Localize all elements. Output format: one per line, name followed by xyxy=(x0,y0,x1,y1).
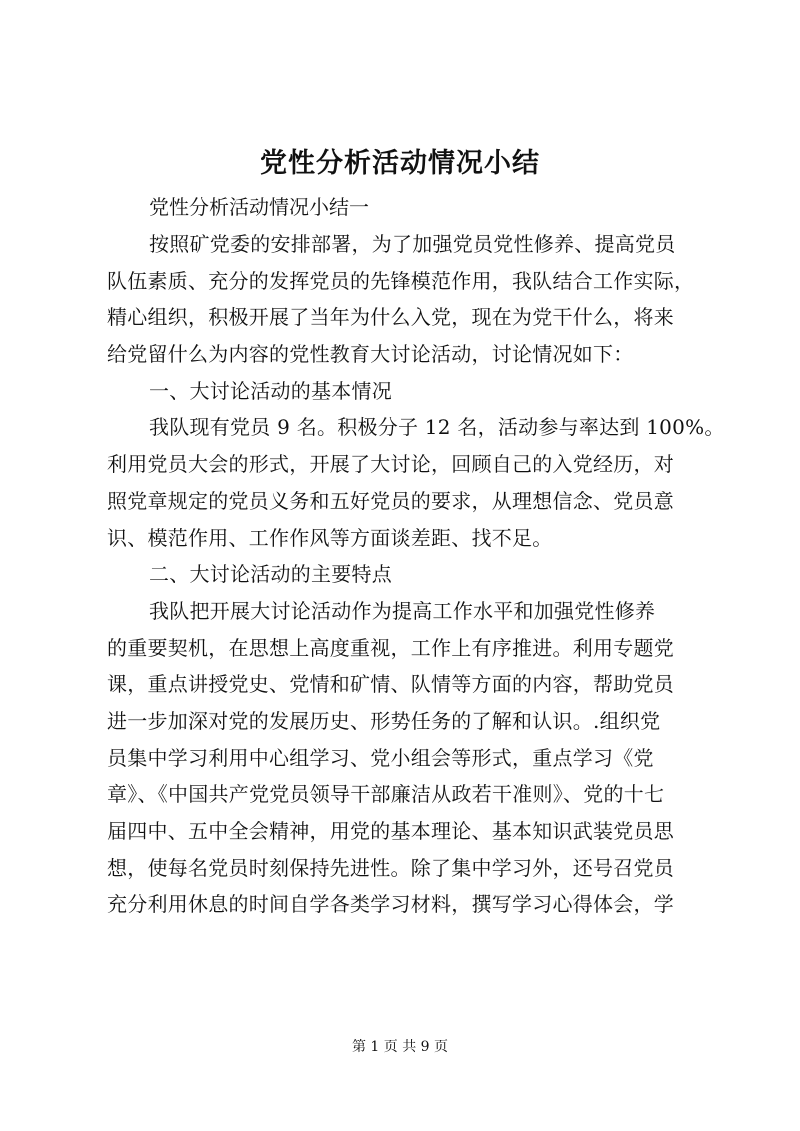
body-line: 给党留什么为内容的党性教育大讨论活动，讨论情况如下： xyxy=(107,342,634,367)
body-line: 我队把开展大讨论活动作为提高工作水平和加强党性修养 xyxy=(149,598,656,623)
page-footer: 第 1 页 共 9 页 xyxy=(351,1039,449,1055)
body-line: 队伍素质、充分的发挥党员的先锋模范作用，我队结合工作实际， xyxy=(107,268,695,293)
body-line: 章》、《中国共产党党员领导干部廉洁从政若干准则》、党的十七 xyxy=(107,782,665,807)
document-subtitle: 党性分析活动情况小结一 xyxy=(149,195,369,219)
body-line: 员集中学习利用中心组学习、党小组会等形式，重点学习《党 xyxy=(107,745,654,770)
body-line: 充分利用休息的时间自学各类学习材料，撰写学习心得体会，学 xyxy=(107,892,674,917)
body-line: 利用党员大会的形式，开展了大讨论，回顾自己的入党经历，对 xyxy=(107,452,674,477)
body-line: 照党章规定的党员义务和五好党员的要求，从理想信念、党员意 xyxy=(107,488,674,513)
body-line: 届四中、五中全会精神，用党的基本理论、基本知识武装党员思 xyxy=(107,819,674,843)
document-body xyxy=(107,226,727,923)
body-line: 想，使每名党员时刻保持先进性。除了集中学习外，还号召党员 xyxy=(107,855,674,880)
body-line: 识、模范作用、工作作风等方面谈差距、找不足。 xyxy=(107,525,553,550)
body-line: 课，重点讲授党史、党情和矿情、队情等方面的内容，帮助党员 xyxy=(107,672,674,697)
body-line: 精心组织，积极开展了当年为什么入党，现在为党干什么，将来 xyxy=(107,305,674,330)
body-line: 进一步加深对党的发展历史、形势任务的了解和认识。.组织党 xyxy=(107,708,661,733)
body-line: 按照矿党委的安排部署，为了加强党员党性修养、提高党员 xyxy=(149,232,676,256)
body-line: 二、大讨论活动的主要特点 xyxy=(149,562,392,587)
body-line: 的重要契机，在思想上高度重视，工作上有序推进。利用专题党 xyxy=(107,635,674,660)
body-line: 一、大讨论活动的基本情况 xyxy=(149,378,392,403)
document-title: 党性分析活动情况小结 xyxy=(260,148,540,179)
body-line: 我队现有党员 9 名。积极分子 12 名，活动参与率达到 100%。 xyxy=(149,415,725,440)
